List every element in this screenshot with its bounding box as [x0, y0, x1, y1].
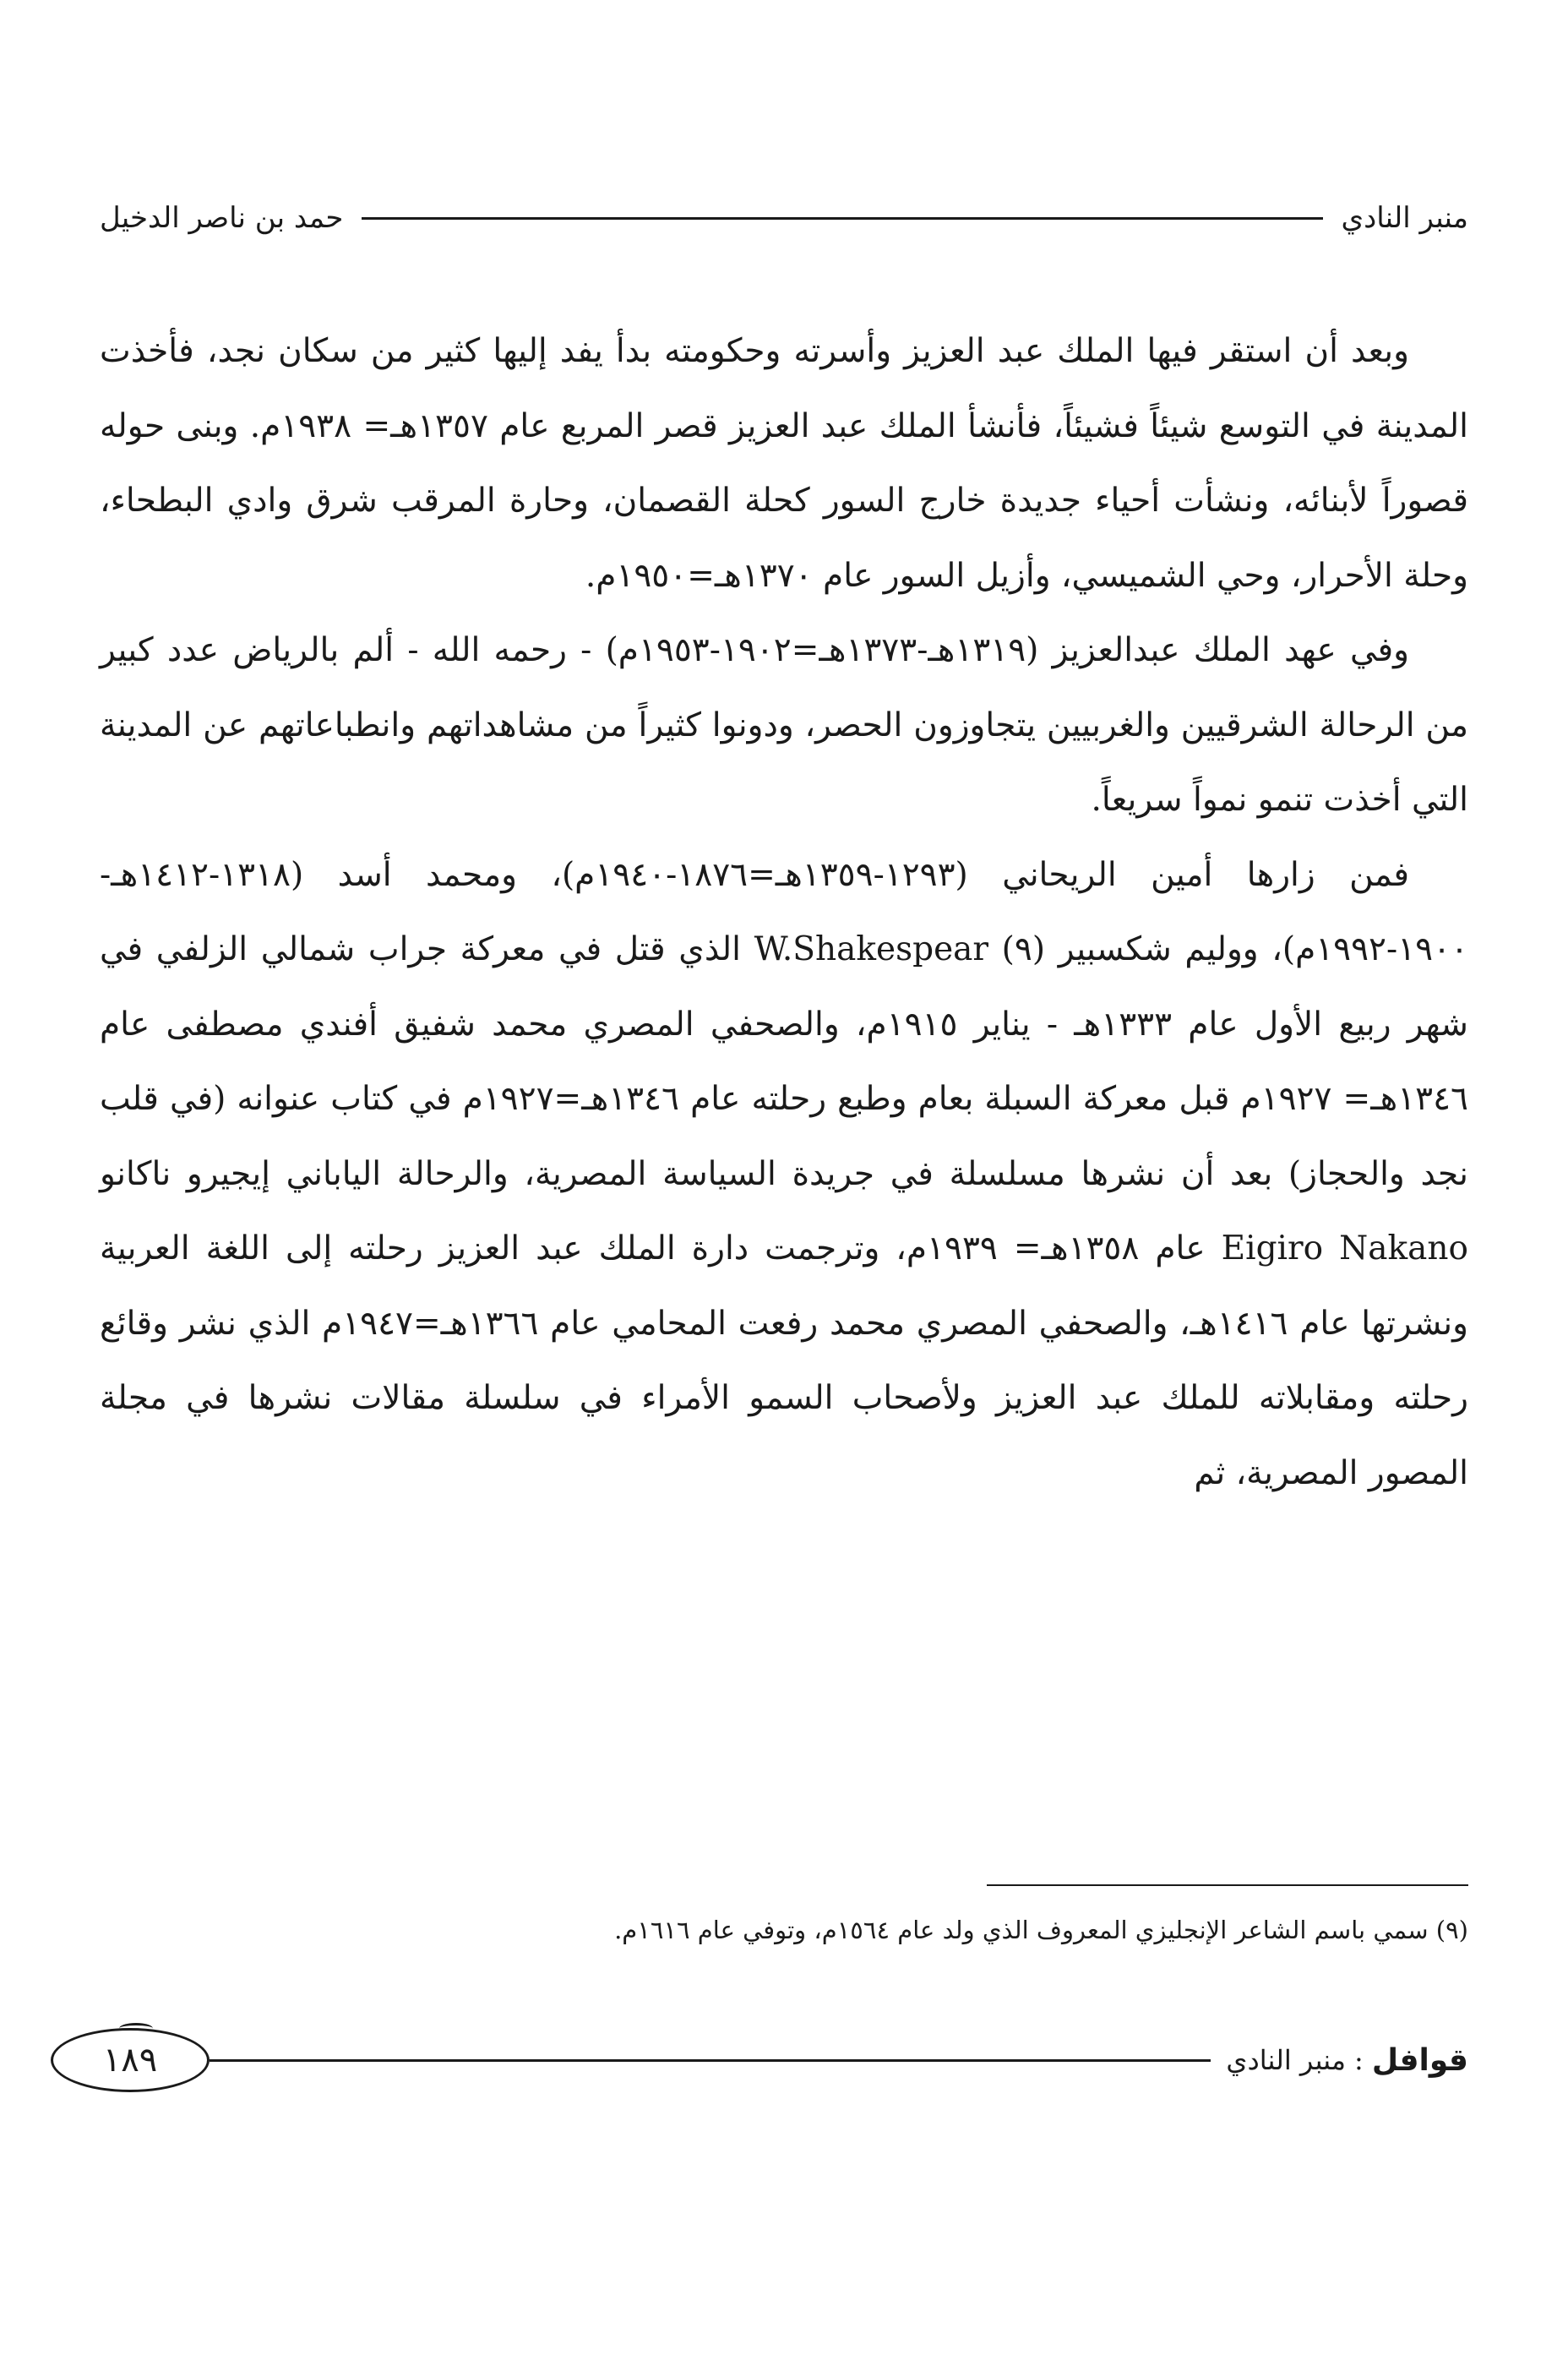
journal-name: قوافل: [1371, 2042, 1468, 2078]
page-footer: [51, 2026, 1468, 2094]
header-rule: [362, 217, 1322, 220]
footer-section-name: منبر النادي: [1226, 2044, 1347, 2076]
page-number: ١٨٩: [51, 2028, 210, 2092]
running-header: [100, 193, 1468, 243]
paragraph: فمن زارها أمين الريحاني (١٢٩٣-١٣٥٩هـ=١٨٧٦-١٩٤٠م)، ومحمد أسد (١٣١٨-١٤١٢هـ- ١٩٠٠-١٩٩٢م)، ووليم شكسبير (٩) W.Shakespear الذي قتل في معركة جراب شمالي الزلفي في شهر ربيع الأول عام ١٣٣٣هـ - يناير ١٩١٥م، والصحفي المصري محمد شفيق أفندي مصطفى عام ١٣٤٦هـ= ١٩٢٧م قبل معركة السبلة بعام وطبع رحلته عام ١٣٤٦هـ=١٩٢٧م في كتاب عنوانه (في قلب نجد والحجاز) بعد أن نشرها مسلسلة في جريدة السياسة المصرية، والرحالة الياباني إيجيرو ناكانو Eigiro Nakano عام ١٣٥٨هـ= ١٩٣٩م، وترجمت دارة الملك عبد العزيز رحلته إلى اللغة العربية ونشرتها عام ١٤١٦هـ، والصحفي المصري محمد رفعت المحامي عام ١٣٦٦هـ=١٩٤٧م الذي نشر وقائع رحلته ومقابلاته للملك عبد العزيز ولأصحاب السمو الأمراء في سلسلة مقالات نشرها في مجلة المصور المصرية، ثم: [100, 855, 1468, 1492]
paragraph: وبعد أن استقر فيها الملك عبد العزيز وأسرته وحكومته بدأ يفد إليها كثير من سكان نجد، فأخذت المدينة في التوسع شيئاً فشيئاً، فأنشأ الملك عبد العزيز قصر المربع عام ١٣٥٧هـ= ١٩٣٨م. وبنى حوله قصوراً لأبنائه، ونشأت أحياء جديدة خارج السور كحلة القصمان، وحارة المرقب شرق وادي البطحاء، وحلة الأحرار، وحي الشميسي، وأزيل السور عام ١٣٧٠هـ=١٩٥٠م.: [100, 332, 1468, 595]
footer-separator: :: [1354, 2044, 1364, 2076]
footer-rule: [210, 2059, 1211, 2062]
article-body: [100, 314, 1468, 1511]
footnote: (٩) سمي باسم الشاعر الإنجليزي المعروف الذي ولد عام ١٥٦٤م، وتوفي عام ١٦١٦م.: [614, 1916, 1468, 1944]
section-title: منبر النادي: [1341, 201, 1468, 235]
paragraph: وفي عهد الملك عبدالعزيز (١٣١٩هـ-١٣٧٣هـ=١٩٠٢-١٩٥٣م) - رحمه الله - ألم بالرياض عدد كبير من الرحالة الشرقيين والغربيين يتجاوزون الحصر، ودونوا كثيراً من مشاهداتهم وانطباعاتهم عن المدينة التي أخذت تنمو نمواً سريعاً.: [100, 631, 1468, 819]
author-name: حمد بن ناصر الدخيل: [100, 201, 344, 235]
footnote-rule: [987, 1884, 1468, 1886]
